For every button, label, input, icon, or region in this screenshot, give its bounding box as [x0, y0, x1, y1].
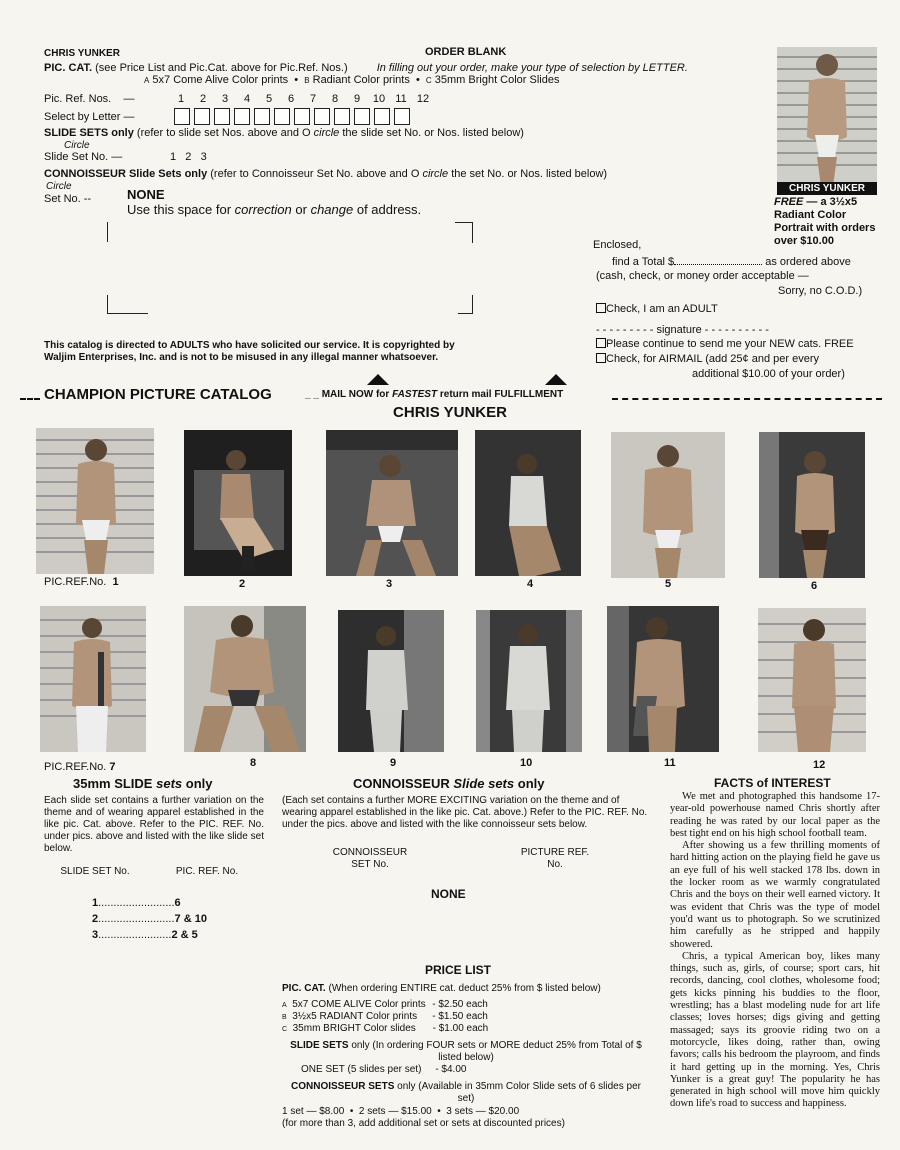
price-item: B 3½x5 RADIANT Color prints - $1.50 each	[282, 1011, 488, 1022]
photo-label-4: 4	[527, 578, 534, 590]
slide-set-row: 3........................2 & 5	[92, 929, 198, 941]
arrow-up-icon	[367, 374, 389, 385]
catalog-photo-8[interactable]	[184, 606, 306, 752]
catalog-photo-12[interactable]	[758, 608, 866, 752]
connoisseur-desc: (Each set contains a further MORE EXCITING variation on the theme and of wearing apparel established in the like pic. Cat. above.) Refer to the PIC. REF. No. under the pics. above and listed with the like connoisseur sets below.	[282, 795, 648, 830]
photo-label-6: 6	[811, 580, 818, 592]
catalog-photo-9[interactable]	[338, 610, 444, 752]
catalog-title: CHAMPION PICTURE CATALOG	[44, 386, 272, 403]
cut-line-right	[612, 398, 882, 400]
price-list-title: PRICE LIST	[425, 963, 492, 977]
price-more-than: (for more than 3, add additional set or sets at discounted prices)	[282, 1118, 565, 1129]
price-slide-sets: SLIDE SETS only (In ordering FOUR sets or MORE deduct 25% from Total of $ listed below)	[290, 1040, 642, 1063]
slide-set-no-label: Slide Set No. —	[44, 151, 123, 163]
letter-box-3[interactable]	[214, 108, 230, 125]
photo-label-3: 3	[386, 578, 393, 590]
price-one-set: ONE SET (5 slides per set) - $4.00	[301, 1064, 467, 1075]
conn-line: CONNOISSEUR Slide Sets only (refer to Connoisseur Set No. above and O circle the set No. or Nos. listed below)	[44, 168, 608, 180]
catalog-photo-5[interactable]	[611, 432, 725, 578]
slide-set-numbers: 1 2 3	[170, 151, 207, 163]
choice-line: A 5x7 Come Alive Color prints • B Radiant Color prints • C 35mm Bright Color Slides	[144, 74, 560, 86]
facts-paragraph: Chris, a typical American boy, likes many things, such as, girls, of course; sport cars, hit records, dancing, cool clothes, wholesome food; gets kicks pinning his buddies to the floor, wrestling; has a blast modeling nude for art life classes; loves horses; digs giving and getting massaged; says its groovie riding two on a motorcycle, likes doing, rather than, owing favors; calls his bedroom the playroom, and finds it hard getting up in the morning. Yes, Chris Yunker is a great guy! The popularity he has generated in high school will move him quickly down life's road to success and happiness.	[670, 950, 880, 1110]
catalog-photo-4[interactable]	[475, 430, 581, 576]
continue-checkbox[interactable]	[596, 338, 606, 348]
photo-label-10: 10	[520, 757, 533, 769]
facts-title: FACTS of INTEREST	[714, 776, 831, 790]
order-blank-title: ORDER BLANK	[425, 46, 507, 58]
model-name-heading: CHRIS YUNKER	[393, 404, 507, 421]
price-conn-sets: CONNOISSEUR SETS only (Available in 35mm Color Slide sets of 6 slides per set)	[291, 1081, 641, 1104]
facts-body	[670, 791, 880, 1111]
letter-box-2[interactable]	[194, 108, 210, 125]
photo-label-11: 11	[664, 757, 676, 769]
price-pic-cat: PIC. CAT. (When ordering ENTIRE cat. deduct 25% from $ listed below)	[282, 983, 601, 994]
letter-box-1[interactable]	[174, 108, 190, 125]
photo-label-2: 2	[239, 578, 246, 590]
pic-ref-numbers: 1 2 3 4 5 6 7 8 9 10 11 12	[177, 93, 430, 105]
letter-box-5[interactable]	[254, 108, 270, 125]
airmail-checkbox[interactable]	[596, 353, 606, 363]
slide-set-col1: SLIDE SET No.	[60, 866, 130, 877]
letter-box-9[interactable]	[334, 108, 350, 125]
price-conn-prices: 1 set — $8.00 • 2 sets — $15.00 • 3 sets — $20.00	[282, 1106, 520, 1117]
catalog-photo-2[interactable]	[184, 430, 292, 576]
connoisseur-title: CONNOISSEUR Slide sets only	[353, 776, 545, 791]
signature-line[interactable]: - - - - - - - - - signature - - - - - - - - - -	[596, 324, 769, 336]
photo-label-8: 8	[250, 757, 257, 769]
enclosed-label: Enclosed,	[593, 239, 642, 251]
catalog-photo-6[interactable]	[759, 432, 865, 578]
connoisseur-col1: CONNOISSEUR SET No.	[332, 847, 408, 870]
slide-set-col2: PIC. REF. No.	[175, 866, 239, 877]
price-item: C 35mm BRIGHT Color slides - $1.00 each	[282, 1023, 489, 1034]
catalog-photo-1[interactable]	[36, 428, 154, 574]
catalog-photo-7[interactable]	[40, 606, 146, 752]
order-brand: CHRIS YUNKER	[44, 48, 120, 59]
select-letter-label: Select by Letter —	[44, 111, 135, 123]
check-adult-row[interactable]: Check, I am an ADULT	[596, 303, 718, 316]
photo-label-prefix: PIC.REF.No. 1	[44, 576, 119, 588]
letter-boxes	[174, 108, 410, 125]
conn-none: NONE	[127, 187, 165, 202]
photo-label-prefix-2: PIC.REF.No. 7	[44, 761, 116, 773]
letter-box-4[interactable]	[234, 108, 250, 125]
free-portrait-photo	[777, 47, 877, 194]
photo-label-12: 12	[813, 759, 826, 771]
slide-sets-line: SLIDE SETS only (refer to slide set Nos. above and O circle the slide set No. or Nos. listed below)	[44, 127, 524, 139]
connoisseur-col2: PICTURE REF. No.	[520, 847, 590, 870]
address-note: Use this space for correction or change of address.	[127, 202, 422, 217]
facts-paragraph: We met and photographed this handsome 17-year-old powerhouse named Chris shortly after reading he was rated by our local paper as the best tight end on his high school football team.	[670, 791, 880, 839]
free-portrait-tag: CHRIS YUNKER	[777, 182, 877, 195]
conn-circle-label: Circle	[46, 181, 72, 192]
additional-text: additional $10.00 of your order)	[692, 368, 845, 380]
pic-ref-label: Pic. Ref. Nos. —	[44, 93, 135, 105]
continue-cats-row[interactable]: Please continue to send me your NEW cats. FREE	[596, 338, 854, 351]
circle-label: Circle	[64, 140, 90, 151]
catalog-photo-11[interactable]	[607, 606, 719, 752]
slide-set-row: 2.........................7 & 10	[92, 913, 207, 925]
no-cod-text: Sorry, no C.O.D.)	[778, 285, 863, 297]
photo-label-5: 5	[665, 578, 672, 590]
catalog-photo-10[interactable]	[476, 610, 582, 752]
connoisseur-none: NONE	[431, 887, 466, 901]
airmail-row[interactable]: Check, for AIRMAIL (add 25¢ and per every	[596, 353, 819, 366]
find-total-line: find a Total $ as ordered above	[612, 256, 851, 268]
price-item: A 5x7 COME ALIVE Color prints - $2.50 each	[282, 999, 488, 1010]
pic-cat-line: PIC. CAT. (see Price List and Pic.Cat. above for Pic.Ref. Nos.) In filling out your order, make your type of selection by LETTER.	[44, 62, 688, 74]
adult-checkbox[interactable]	[596, 303, 606, 313]
cash-check-text: (cash, check, or money order acceptable —	[596, 270, 809, 282]
letter-box-7[interactable]	[294, 108, 310, 125]
cut-line-left	[20, 398, 40, 400]
catalog-notice: This catalog is directed to ADULTS who have solicited our service. It is copyrighted by Waljim Enterprises, Inc. and is not to be misused in any illegal manner whatsoever.	[44, 340, 455, 363]
photo-label-9: 9	[390, 757, 397, 769]
letter-box-10[interactable]	[354, 108, 370, 125]
facts-paragraph: After showing us a few thrilling moments of hard hitting action on the playing field he gave us an eye full of his well stacked 178 lbs. down in the locker room as we warmly congratulated Chris and the boys on their well earned victory. It was evident that Chris was the type of model you'd want us to photograph. So we scrutinized him carefully as he stripped and happily showered.	[670, 840, 880, 950]
slide-sets-desc: Each slide set contains a further variation on the theme and of wearing apparel established in the like pic. Cat. above. Refer to the PIC. REF. No. under pics. above and listed with the like slide set below.	[44, 795, 264, 854]
letter-box-6[interactable]	[274, 108, 290, 125]
arrow-up-icon	[545, 374, 567, 385]
free-offer: FREE — a 3½x5 Radiant Color Portrait with orders over $10.00	[774, 196, 876, 247]
slide-sets-title: 35mm SLIDE sets only	[73, 776, 213, 791]
letter-box-11[interactable]	[374, 108, 390, 125]
slide-set-row: 1.........................6	[92, 897, 181, 909]
conn-set-no-label: Set No. --	[44, 193, 92, 205]
letter-box-8[interactable]	[314, 108, 330, 125]
catalog-photo-3[interactable]	[326, 430, 458, 576]
mail-now-line: _ _ MAIL NOW for FASTEST return mail FULFILLMENT	[305, 389, 564, 400]
letter-box-12[interactable]	[394, 108, 410, 125]
